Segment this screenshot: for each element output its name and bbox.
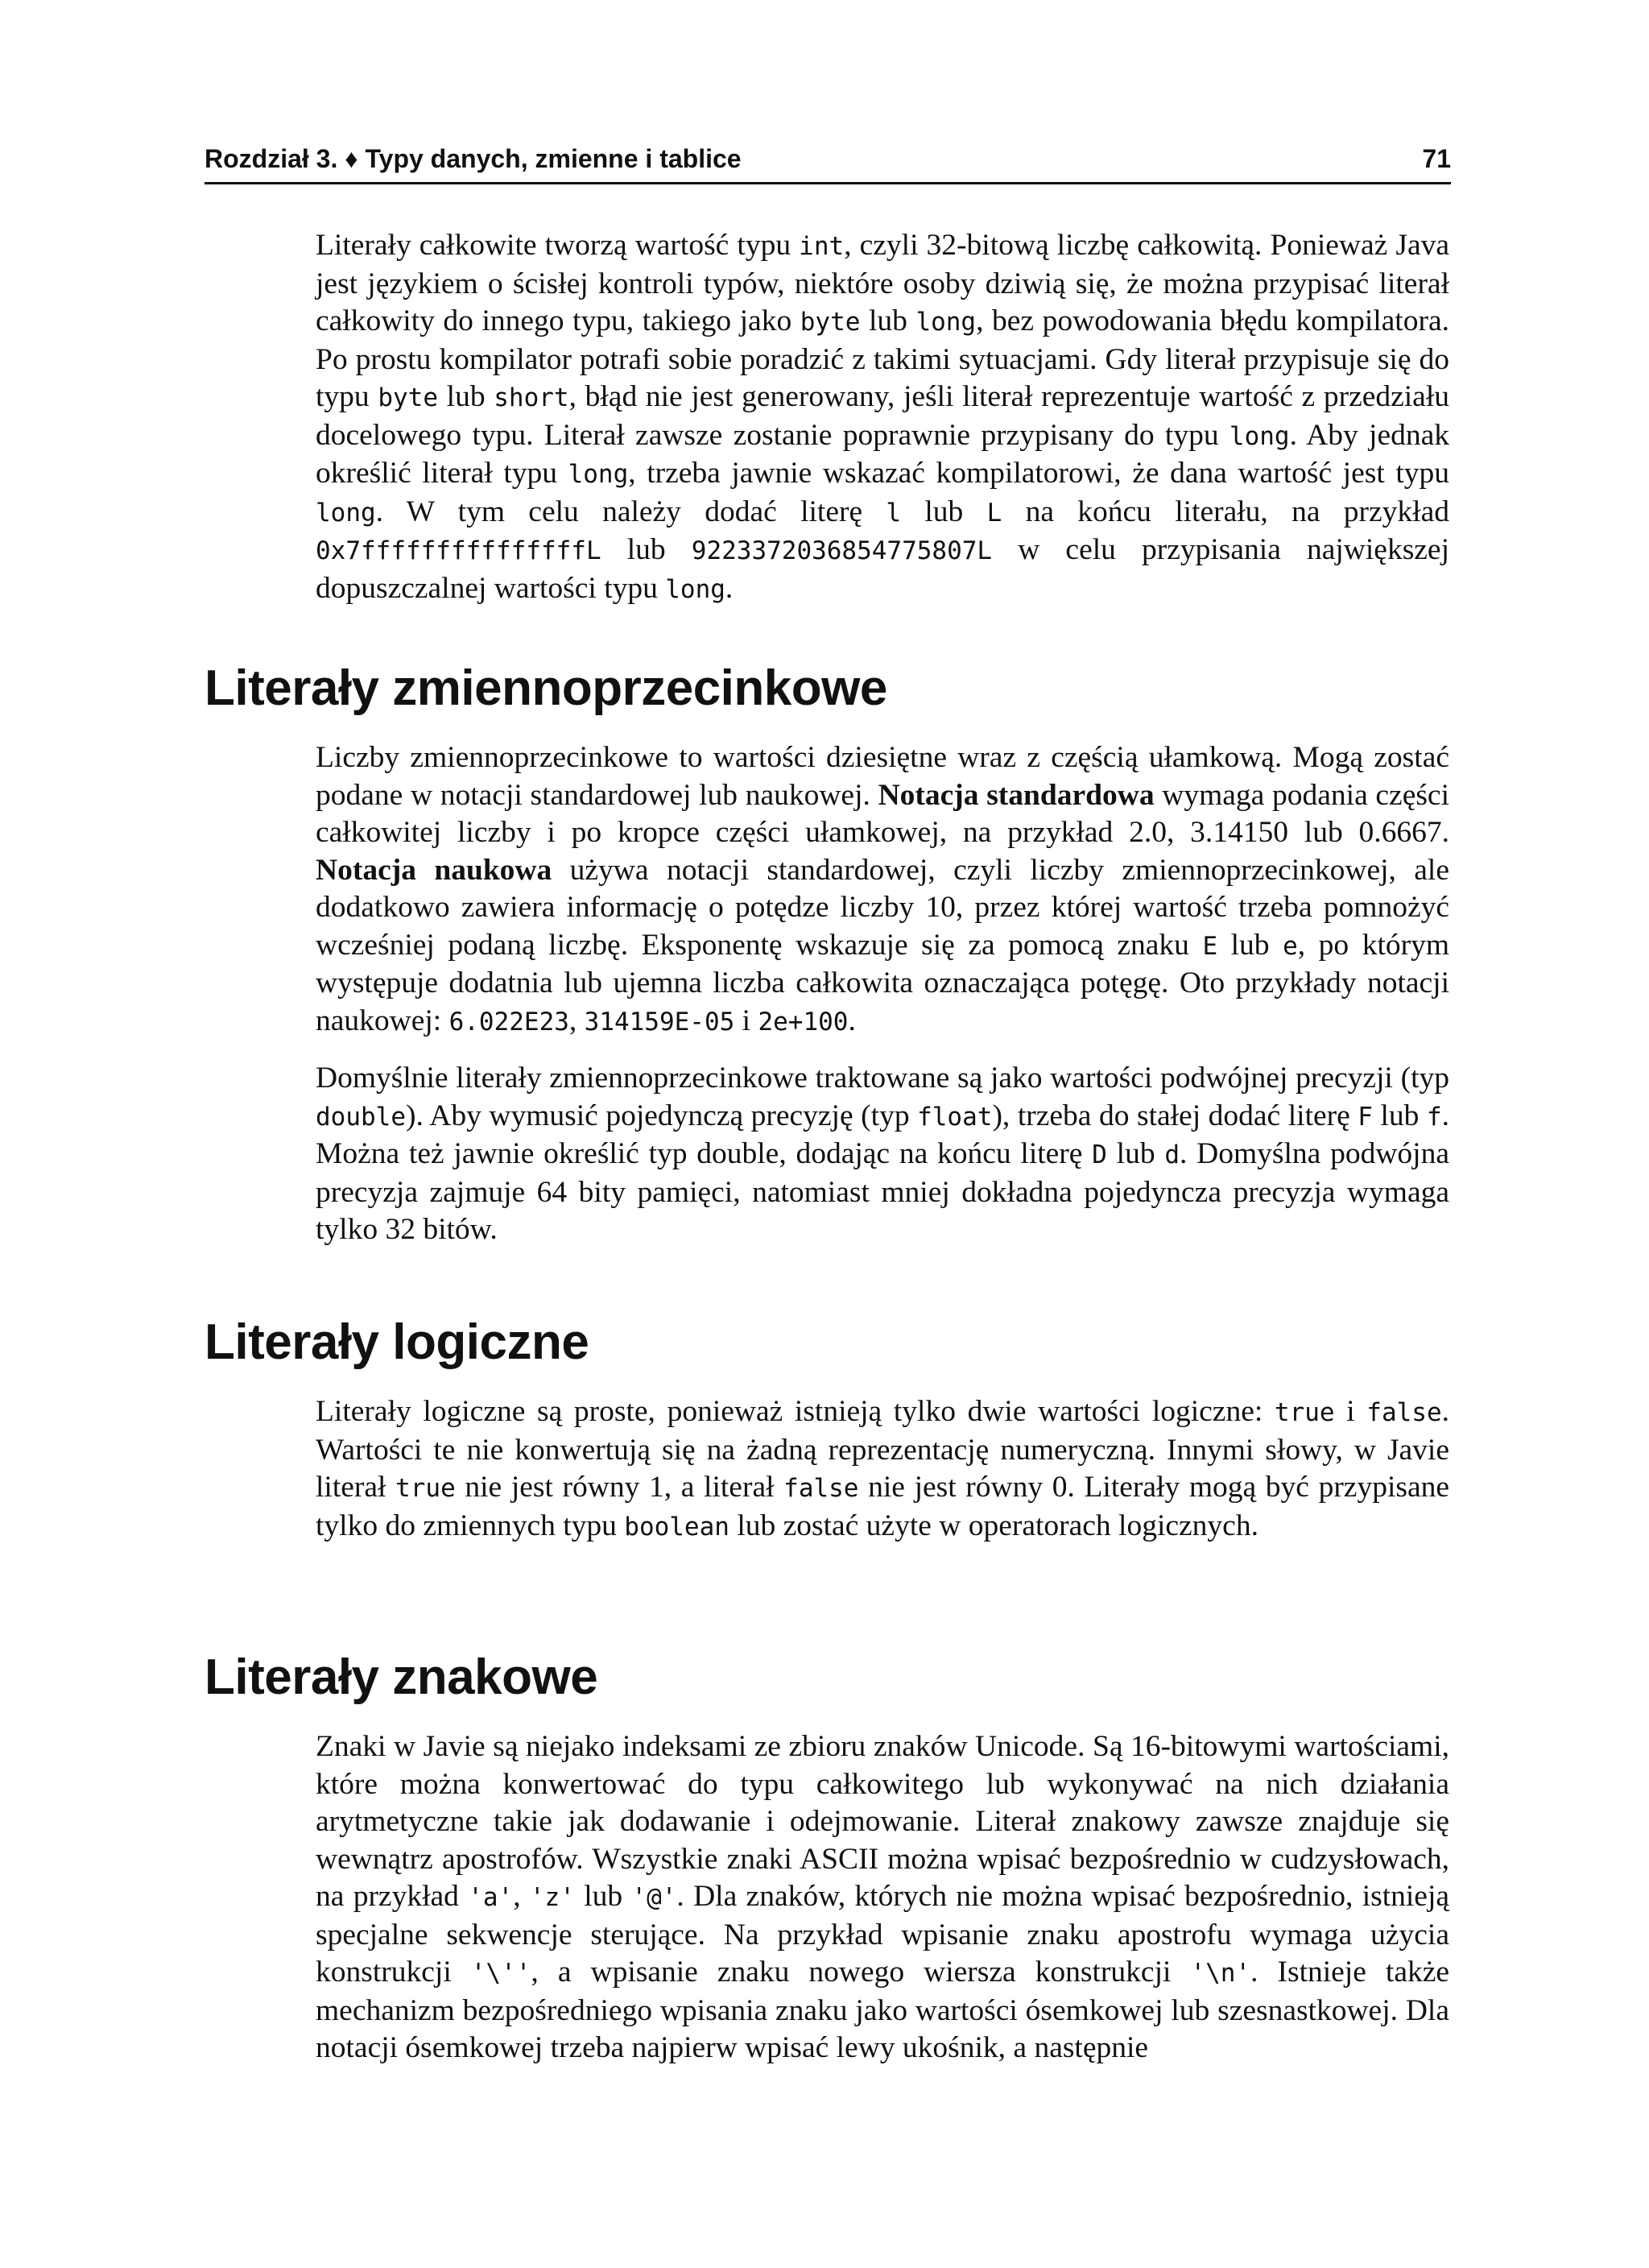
- text: .: [725, 571, 734, 605]
- code-literal: true: [395, 1474, 456, 1503]
- code-literal: F: [1358, 1102, 1373, 1132]
- intro-paragraph: [316, 227, 1449, 608]
- text: , bez powodowania błędu kompilatora. Po prostu kompilator potrafi sobie poradzić z takimi sytuacjami. Gdy literał przypisuje się do typu: [316, 304, 1449, 413]
- text: , trzeba jawnie wskazać kompilatorowi, że dana wartość jest typu: [628, 457, 1450, 490]
- text: . W tym celu należy dodać literę: [375, 495, 886, 528]
- float-paragraph-block-2: [316, 1060, 1449, 1249]
- text: . Aby jednak określić literał typu: [316, 418, 1449, 490]
- heading-float-literals: Literały zmiennoprzecinkowe: [205, 660, 887, 716]
- text: . Wartości te nie konwertują się na żadną reprezentację numeryczną. Innymi słowy, w Javie literał: [316, 1395, 1449, 1504]
- text: lub: [1217, 928, 1283, 962]
- heading-char-literals: Literały znakowe: [205, 1649, 598, 1705]
- text: nie jest równy 1, a literał: [455, 1471, 784, 1504]
- text: , po którym występuje dodatnia lub ujemna liczba całkowita oznaczająca potęgę. Oto przykłady notacji naukowej:: [316, 928, 1450, 1037]
- text: ). Aby wymusić pojedynczą precyzję (typ: [405, 1099, 918, 1132]
- text: lub: [438, 380, 494, 413]
- code-literal: byte: [800, 308, 861, 337]
- text: , błąd nie jest generowany, jeśli literał reprezentuje wartość z przedziału docelowego typu. Literał zawsze zostanie poprawnie przypisany do typu: [316, 380, 1449, 452]
- code-literal: int: [799, 232, 845, 261]
- code-literal: '\n': [1190, 1959, 1251, 1988]
- text: lub: [1106, 1137, 1165, 1170]
- logic-paragraph-block: [316, 1393, 1449, 1546]
- float-paragraph-2: [316, 1060, 1449, 1249]
- text: Liczby zmiennoprzecinkowe to wartości dziesiętne wraz z częścią ułamkową. Mogą zostać podane w notacji standardowej lub naukowej.: [316, 741, 1449, 812]
- code-literal: '\'': [470, 1959, 531, 1988]
- text: Literały całkowite tworzą wartość typu: [316, 229, 800, 262]
- text: nie jest równy 0. Literały mogą być przypisane tylko do zmiennych typu: [316, 1471, 1449, 1542]
- text: ,: [513, 1880, 530, 1913]
- text: na końcu literału, na przykład: [1002, 495, 1449, 528]
- text: ,: [568, 1004, 585, 1037]
- code-literal: long: [316, 498, 376, 528]
- bold-term: Notacja standardowa: [878, 778, 1155, 812]
- text: lub: [574, 1880, 632, 1913]
- code-literal: e: [1283, 931, 1298, 961]
- text: , czyli 32-bitową liczbę całkowitą. Ponieważ Java jest językiem o ścisłej kontroli typów, niektóre osoby dziwią się, że można przypisać literał całkowity do innego typu, takiego jako: [316, 229, 1449, 337]
- text: ), trzeba do stałej dodać literę: [992, 1099, 1358, 1132]
- code-literal: '@': [631, 1883, 677, 1912]
- code-literal: D: [1092, 1140, 1107, 1169]
- text: . Istnieje także mechanizm bezpośredniego wpisania znaku jako wartości ósemkowej lub szesnastkowej. Dla notacji ósemkowej trzeba najpierw wpisać lewy ukośnik, a następnie: [316, 1956, 1449, 2064]
- text: i: [734, 1004, 758, 1037]
- text: lub: [901, 495, 987, 528]
- code-literal: 314159E-05: [584, 1007, 735, 1037]
- text: Literały logiczne są proste, ponieważ istnieją tylko dwie wartości logiczne:: [316, 1395, 1275, 1428]
- float-paragraph-1: [316, 739, 1449, 1041]
- text: lub: [860, 304, 916, 337]
- text: . Można też jawnie określić typ double, dodając na końcu literę: [316, 1099, 1449, 1170]
- code-literal: 9223372036854775807L: [691, 536, 993, 565]
- text: .: [848, 1004, 856, 1037]
- text: , a wpisanie znaku nowego wiersza konstrukcji: [531, 1956, 1191, 1989]
- code-literal: d: [1164, 1140, 1180, 1169]
- intro-paragraph-block: [316, 227, 1449, 608]
- logic-paragraph: [316, 1393, 1449, 1546]
- code-literal: boolean: [624, 1512, 729, 1542]
- code-literal: long: [915, 308, 977, 337]
- text: Znaki w Javie są niejako indeksami ze zbioru znaków Unicode. Są 16-bitowymi wartościami, które można konwertować do typu całkowitego lub wykonywać na nich działania arytmetyczne takie jak dodawanie i odejmowanie. Literał znakowy zawsze znajduje się wewnątrz apostrofów. Wszystkie znaki ASCII można wpisać bezpośrednio w cudzysłowach, na przykład: [316, 1730, 1449, 1913]
- code-literal: E: [1202, 931, 1218, 961]
- text: lub: [1372, 1099, 1427, 1132]
- char-paragraph-block: [316, 1728, 1449, 2067]
- page-number: 71: [1422, 144, 1451, 173]
- running-header: [205, 142, 1451, 184]
- code-literal: l: [886, 498, 902, 528]
- char-paragraph: [316, 1728, 1449, 2067]
- bold-term: Notacja naukowa: [316, 853, 552, 887]
- text: lub zostać użyte w operatorach logicznych.: [729, 1509, 1258, 1542]
- code-literal: long: [568, 460, 629, 489]
- code-literal: 0x7fffffffffffffffL: [316, 536, 601, 565]
- text: . Dla znaków, których nie można wpisać bezpośrednio, istnieją specjalne sekwencje sterujące. Na przykład wpisanie znaku apostrofu wymaga użycia konstrukcji: [316, 1880, 1450, 1989]
- code-literal: true: [1274, 1398, 1335, 1427]
- code-literal: double: [316, 1102, 406, 1132]
- text: w celu przypisania największej dopuszczalnej wartości typu: [316, 533, 1449, 605]
- chapter-title: Rozdział 3. ♦ Typy danych, zmienne i tablice: [205, 144, 742, 173]
- text: . Domyślna podwójna precyzja zajmuje 64 bity pamięci, natomiast mniej dokładna pojedyncza precyzja wymaga tylko 32 bitów.: [316, 1137, 1449, 1246]
- code-literal: long: [665, 574, 725, 604]
- text: używa notacji standardowej, czyli liczby zmiennoprzecinkowej, ale dodatkowo zawiera informację o potędze liczby 10, przez której wartość trzeba pomnożyć wcześniej podaną liczbę. Eksponentę wskazuje się za pomocą znaku: [316, 853, 1449, 962]
- code-literal: 2e+100: [758, 1007, 849, 1037]
- text: Domyślnie literały zmiennoprzecinkowe traktowane są jako wartości podwójnej precyzji (typ: [316, 1062, 1449, 1095]
- code-literal: f: [1426, 1102, 1442, 1132]
- text: wymaga podania części całkowitej liczby i po kropce części ułamkowej, na przykład 2.0, 3.14150 lub 0.6667.: [316, 778, 1449, 849]
- float-paragraph-block-1: [316, 739, 1449, 1041]
- heading-logic-literals: Literały logiczne: [205, 1314, 589, 1370]
- code-literal: 6.022E23: [448, 1007, 569, 1037]
- code-literal: 'z': [529, 1883, 575, 1912]
- code-literal: false: [783, 1474, 859, 1503]
- code-literal: long: [1229, 421, 1290, 451]
- code-literal: byte: [378, 383, 438, 412]
- text: lub: [601, 533, 692, 566]
- text: i: [1334, 1395, 1367, 1428]
- code-literal: 'a': [468, 1883, 514, 1912]
- code-literal: false: [1366, 1398, 1442, 1427]
- code-literal: L: [986, 498, 1002, 528]
- code-literal: float: [917, 1102, 993, 1132]
- code-literal: short: [494, 383, 569, 412]
